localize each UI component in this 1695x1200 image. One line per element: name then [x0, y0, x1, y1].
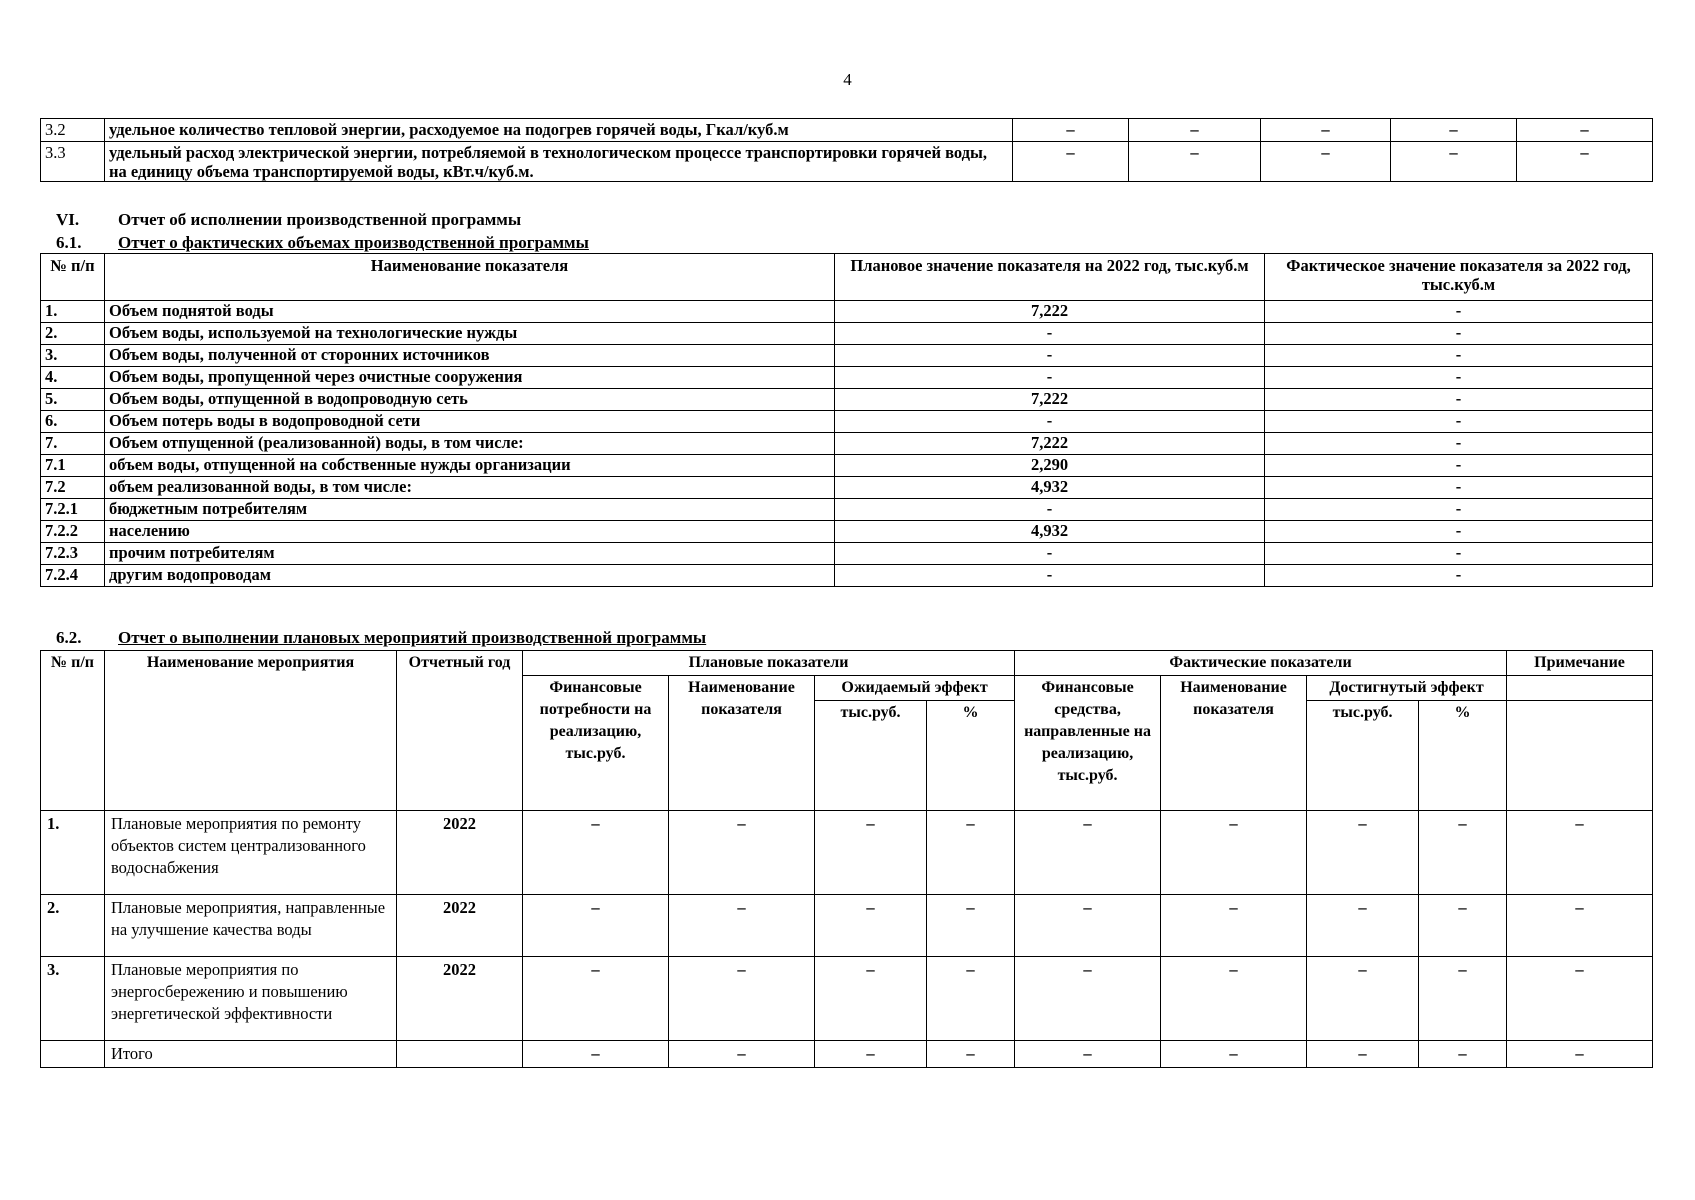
table-row: [41, 411, 1653, 433]
row-number: 6.: [41, 411, 105, 433]
value-cell: –: [1419, 957, 1507, 1041]
value-cell: –: [523, 895, 669, 957]
fact-value: -: [1265, 323, 1653, 345]
header-note: Примечание: [1507, 651, 1653, 676]
table-row: [41, 499, 1653, 521]
value-cell: –: [1013, 119, 1129, 142]
header-report-year: Отчетный год: [397, 651, 523, 811]
section-number: 6.1.: [56, 233, 82, 252]
value-cell: –: [1507, 957, 1653, 1041]
header-note-sub: [1507, 676, 1653, 701]
value-cell: –: [523, 811, 669, 895]
plan-value: -: [835, 323, 1265, 345]
fact-value: -: [1265, 301, 1653, 323]
row-number: 7.2.3: [41, 543, 105, 565]
table-row: [41, 895, 1653, 957]
value-cell: –: [1015, 811, 1161, 895]
indicator-name: другим водопроводам: [105, 565, 835, 587]
total-row: [41, 1041, 1653, 1068]
header-plan-value: Плановое значение показателя на 2022 год, тыс.куб.м: [835, 254, 1265, 301]
header-plan-financing: Финансовые потребности на реализацию, тыс.руб.: [523, 676, 669, 811]
fact-value: -: [1265, 345, 1653, 367]
indicator-name: Объем потерь воды в водопроводной сети: [105, 411, 835, 433]
header-expected-effect: Ожидаемый эффект: [815, 676, 1015, 701]
header-measure-name: Наименование мероприятия: [105, 651, 397, 811]
value-cell: –: [1419, 895, 1507, 957]
value-cell: –: [1307, 957, 1419, 1041]
indicators-table-continued: [40, 118, 1653, 182]
value-cell: –: [1507, 1041, 1653, 1068]
row-number: 3.3: [41, 142, 105, 182]
row-number: 7.2.2: [41, 521, 105, 543]
header-actual-financing: Финансовые средства, направленные на реализацию, тыс.руб.: [1015, 676, 1161, 811]
table-row: [41, 367, 1653, 389]
header-achieved-rub: тыс.руб.: [1307, 701, 1419, 811]
value-cell: –: [1391, 142, 1517, 182]
value-cell: –: [1161, 895, 1307, 957]
row-number: 7.: [41, 433, 105, 455]
measure-name: Итого: [105, 1041, 397, 1068]
row-number: 1.: [41, 811, 105, 895]
value-cell: –: [523, 1041, 669, 1068]
plan-value: 7,222: [835, 301, 1265, 323]
header-plan-indicator: Наименование показателя: [669, 676, 815, 811]
indicator-name: населению: [105, 521, 835, 543]
section-title: Отчет о фактических объемах производственной программы: [118, 233, 589, 252]
row-number: 3.2: [41, 119, 105, 142]
header-planned-indicators: Плановые показатели: [523, 651, 1015, 676]
table-row: [41, 543, 1653, 565]
row-number: 7.2: [41, 477, 105, 499]
value-cell: –: [1507, 811, 1653, 895]
header-note-blank: [1507, 701, 1653, 811]
fact-value: -: [1265, 521, 1653, 543]
indicator-name: Объем воды, пропущенной через очистные сооружения: [105, 367, 835, 389]
header-actual-indicators: Фактические показатели: [1015, 651, 1507, 676]
table-header-row: [41, 651, 1653, 676]
plan-value: -: [835, 565, 1265, 587]
section-heading-6-2: [56, 628, 706, 648]
value-cell: –: [927, 957, 1015, 1041]
value-cell: –: [669, 895, 815, 957]
row-number: 7.1: [41, 455, 105, 477]
value-cell: –: [669, 1041, 815, 1068]
fact-value: -: [1265, 499, 1653, 521]
indicator-name: объем реализованной воды, в том числе:: [105, 477, 835, 499]
fact-value: -: [1265, 477, 1653, 499]
plan-value: 4,932: [835, 521, 1265, 543]
table-row: [41, 521, 1653, 543]
fact-value: -: [1265, 411, 1653, 433]
value-cell: –: [1015, 1041, 1161, 1068]
value-cell: –: [815, 1041, 927, 1068]
value-cell: –: [927, 811, 1015, 895]
plan-value: 4,932: [835, 477, 1265, 499]
indicator-name: Объем отпущенной (реализованной) воды, в том числе:: [105, 433, 835, 455]
value-cell: –: [523, 957, 669, 1041]
value-cell: –: [1517, 119, 1653, 142]
plan-value: -: [835, 499, 1265, 521]
value-cell: –: [1307, 1041, 1419, 1068]
indicator-name: бюджетным потребителям: [105, 499, 835, 521]
row-number: 7.2.1: [41, 499, 105, 521]
report-year: 2022: [397, 957, 523, 1041]
table-row: [41, 433, 1653, 455]
section-number: 6.2.: [56, 628, 82, 647]
value-cell: –: [927, 895, 1015, 957]
value-cell: –: [669, 957, 815, 1041]
fact-value: -: [1265, 565, 1653, 587]
measure-name: Плановые мероприятия по энергосбережению и повышению энергетической эффективности: [105, 957, 397, 1041]
section-heading-vi: [56, 210, 521, 230]
indicator-name: Объем поднятой воды: [105, 301, 835, 323]
plan-value: -: [835, 367, 1265, 389]
row-number: 3.: [41, 345, 105, 367]
fact-value: -: [1265, 433, 1653, 455]
value-cell: –: [1161, 1041, 1307, 1068]
row-number: 5.: [41, 389, 105, 411]
table-row: [41, 119, 1653, 142]
value-cell: –: [1391, 119, 1517, 142]
header-actual-indicator: Наименование показателя: [1161, 676, 1307, 811]
header-expected-rub: тыс.руб.: [815, 701, 927, 811]
header-num: № п/п: [41, 254, 105, 301]
indicator-name: Объем воды, используемой на технологические нужды: [105, 323, 835, 345]
table-row: [41, 142, 1653, 182]
section-title: Отчет о выполнении плановых мероприятий производственной программы: [118, 628, 707, 647]
row-number: 4.: [41, 367, 105, 389]
value-cell: –: [1517, 142, 1653, 182]
planned-measures-table: [40, 650, 1653, 1068]
plan-value: -: [835, 543, 1265, 565]
value-cell: –: [1419, 1041, 1507, 1068]
plan-value: 2,290: [835, 455, 1265, 477]
row-number: 7.2.4: [41, 565, 105, 587]
section-number: VI.: [56, 210, 80, 229]
indicator-name: удельное количество тепловой энергии, расходуемое на подогрев горячей воды, Гкал/куб.м: [105, 119, 1013, 142]
value-cell: –: [815, 957, 927, 1041]
value-cell: –: [1261, 119, 1391, 142]
plan-value: 7,222: [835, 389, 1265, 411]
row-number: 2.: [41, 323, 105, 345]
value-cell: –: [1129, 142, 1261, 182]
header-expected-pct: %: [927, 701, 1015, 811]
table-row: [41, 477, 1653, 499]
fact-value: -: [1265, 389, 1653, 411]
indicator-name: объем воды, отпущенной на собственные нужды организации: [105, 455, 835, 477]
row-number: [41, 1041, 105, 1068]
report-year: 2022: [397, 895, 523, 957]
table-row: [41, 957, 1653, 1041]
plan-value: 7,222: [835, 433, 1265, 455]
indicator-name: прочим потребителям: [105, 543, 835, 565]
indicator-name: Объем воды, отпущенной в водопроводную сеть: [105, 389, 835, 411]
header-indicator-name: Наименование показателя: [105, 254, 835, 301]
value-cell: –: [1261, 142, 1391, 182]
page-number: 4: [843, 70, 852, 89]
plan-value: -: [835, 411, 1265, 433]
value-cell: –: [1307, 895, 1419, 957]
report-year: 2022: [397, 811, 523, 895]
fact-value: -: [1265, 543, 1653, 565]
value-cell: –: [669, 811, 815, 895]
header-achieved-pct: %: [1419, 701, 1507, 811]
value-cell: –: [927, 1041, 1015, 1068]
value-cell: –: [1307, 811, 1419, 895]
table-row: [41, 345, 1653, 367]
table-row: [41, 455, 1653, 477]
row-number: 3.: [41, 957, 105, 1041]
plan-value: -: [835, 345, 1265, 367]
section-heading-6-1: [56, 233, 589, 253]
production-volumes-table: [40, 253, 1653, 587]
value-cell: –: [1161, 957, 1307, 1041]
fact-value: -: [1265, 455, 1653, 477]
header-num: № п/п: [41, 651, 105, 811]
table-row: [41, 811, 1653, 895]
measure-name: Плановые мероприятия по ремонту объектов систем централизованного водоснабжения: [105, 811, 397, 895]
header-achieved-effect: Достигнутый эффект: [1307, 676, 1507, 701]
table-row: [41, 389, 1653, 411]
row-number: 2.: [41, 895, 105, 957]
measure-name: Плановые мероприятия, направленные на улучшение качества воды: [105, 895, 397, 957]
indicator-name: удельный расход электрической энергии, потребляемой в технологическом процессе транспортировки горячей воды, на единицу объема транспортируемой воды, кВт.ч/куб.м.: [105, 142, 1013, 182]
value-cell: –: [1129, 119, 1261, 142]
value-cell: –: [1015, 957, 1161, 1041]
value-cell: –: [1507, 895, 1653, 957]
value-cell: –: [815, 895, 927, 957]
fact-value: -: [1265, 367, 1653, 389]
table-row: [41, 301, 1653, 323]
section-title: Отчет об исполнении производственной программы: [118, 210, 522, 229]
indicator-name: Объем воды, полученной от сторонних источников: [105, 345, 835, 367]
header-fact-value: Фактическое значение показателя за 2022 год, тыс.куб.м: [1265, 254, 1653, 301]
value-cell: –: [1013, 142, 1129, 182]
row-number: 1.: [41, 301, 105, 323]
value-cell: –: [815, 811, 927, 895]
value-cell: –: [1419, 811, 1507, 895]
table-row: [41, 565, 1653, 587]
report-year: [397, 1041, 523, 1068]
table-header-row: [41, 254, 1653, 301]
value-cell: –: [1161, 811, 1307, 895]
table-row: [41, 323, 1653, 345]
value-cell: –: [1015, 895, 1161, 957]
